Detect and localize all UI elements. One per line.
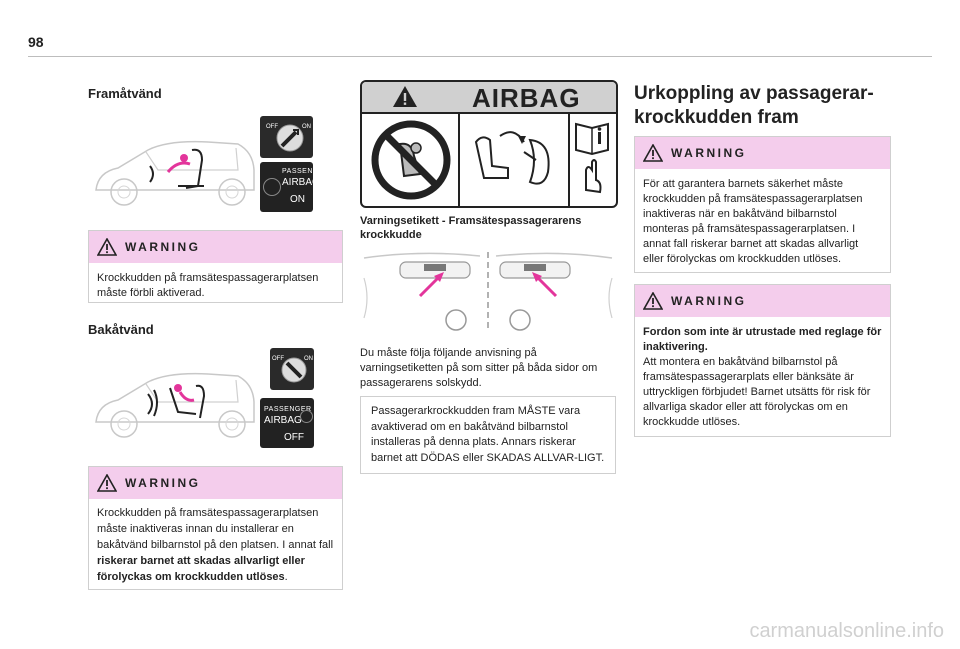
warning-text: Krockkudden på framsätespassagerarplatsen måste förbli aktiverad.	[97, 272, 319, 299]
forward-heading: Framåtvänd	[88, 86, 162, 101]
warning-text-end: .	[284, 571, 288, 583]
rear-car-illustration	[88, 362, 258, 442]
airbag-warning-label	[360, 80, 618, 208]
warning-text	[89, 499, 342, 593]
panel-passenger-label: PASSENGER	[282, 168, 330, 175]
airbag-deploy-icon	[464, 122, 564, 202]
warning-header	[635, 137, 890, 169]
warning-text-plain: Krockkudden på framsätespassagerarplatsen måste inaktiveras innan du installerar en bakåtvänd bilbarnstol på den platsen. I annat fall	[97, 507, 334, 551]
sun-visor-illustration	[360, 248, 616, 334]
airbag-switch-on	[260, 116, 313, 158]
key-switch-icon	[260, 116, 313, 158]
page-number: 98	[28, 34, 44, 50]
warning-text: Att montera en bakåtvänd bilbarnstol på framsätespassagerarplats eller bänksäte är uttryckligen förbjudet! Barnet utsätts för risk för allvarliga skador eller att förolyckas om en krockkudde utlöses.	[643, 356, 871, 428]
warning-header	[635, 285, 890, 317]
no-rear-facing-seat-icon	[368, 118, 454, 202]
svg-text:OFF: OFF	[266, 124, 278, 130]
warning-text: För att garantera barnets säkerhet måste krockkudden på framsätespassagerarplatsen inaktiveras när en bakåtvänd bilbarnstol monteras på framsätespassagerarplatsen. I annat fall riskerar barnet att skadas allvarligt eller förolyckas om krockkudden utlöses.	[643, 178, 863, 265]
instruction-text: Du måste följa följande anvisning på varningsetiketten på som sitter på båda sidor om passagerarens solskydd.	[360, 347, 598, 389]
panel-airbag-label: AIRBAG	[282, 177, 320, 188]
warning-header	[89, 231, 342, 263]
no-child-seat-icon	[263, 178, 281, 196]
key-switch-icon	[270, 348, 314, 390]
label-divider	[568, 114, 570, 206]
warning-text-bold: Fordon som inte är utrustade med reglage för inaktivering.	[643, 326, 882, 353]
rear-heading: Bakåtvänd	[88, 322, 154, 337]
top-rule	[28, 56, 932, 57]
warning-box-4	[634, 284, 891, 437]
warning-title: WARNING	[125, 476, 201, 490]
label-divider	[458, 114, 460, 206]
airbag-label-header	[362, 82, 616, 114]
column-1	[88, 70, 341, 630]
warning-text-bold: riskerar barnet att skadas allvarligt eller förolyckas om krockkudden utlöses	[97, 555, 305, 583]
watermark: carmanualsonline.info	[749, 620, 944, 642]
warning-triangle-icon	[97, 238, 117, 256]
warning-triangle-icon	[643, 144, 663, 162]
warning-box-1	[88, 230, 343, 303]
label-note-box: Passagerarkrockkudden fram MÅSTE vara avaktiverad om en bakåtvänd bilbarnstol installeras på denna plats. Annars riskerar barnet att DÖDAS eller SKADAS ALLVAR-LIGT.	[360, 396, 616, 474]
warning-title: WARNING	[125, 240, 201, 254]
warning-body	[635, 317, 890, 438]
warning-header	[89, 467, 342, 499]
warning-box-2	[88, 466, 343, 590]
section-heading: Urkoppling av passagerar-krockkudden fram	[634, 83, 874, 128]
forward-car-illustration	[88, 130, 258, 210]
warning-triangle-icon	[97, 474, 117, 492]
airbag-label-word: AIRBAG	[472, 83, 581, 113]
warning-triangle-icon	[643, 292, 663, 310]
airbag-switch-off	[270, 348, 314, 390]
svg-text:ON: ON	[302, 124, 311, 130]
read-manual-icon	[572, 120, 612, 202]
label-caption: Varningsetikett - Framsätespassagerarens krockkudde	[360, 215, 582, 241]
column-3	[634, 70, 890, 630]
svg-text:ON: ON	[304, 356, 313, 362]
warning-box-3	[634, 136, 891, 273]
svg-text:OFF: OFF	[272, 356, 284, 362]
panel-passenger-label: PASSENGER	[264, 406, 312, 413]
panel-off-label: OFF	[284, 432, 304, 443]
warning-title: WARNING	[671, 146, 747, 160]
passenger-airbag-off-indicator	[260, 398, 314, 448]
passenger-airbag-on-indicator	[260, 162, 330, 212]
column-2	[360, 70, 616, 630]
warning-title: WARNING	[671, 294, 747, 308]
warning-triangle-icon	[392, 85, 418, 108]
panel-airbag-label: AIRBAG	[264, 415, 302, 426]
airbag-off-icon	[300, 410, 313, 423]
panel-on-label: ON	[290, 194, 305, 205]
